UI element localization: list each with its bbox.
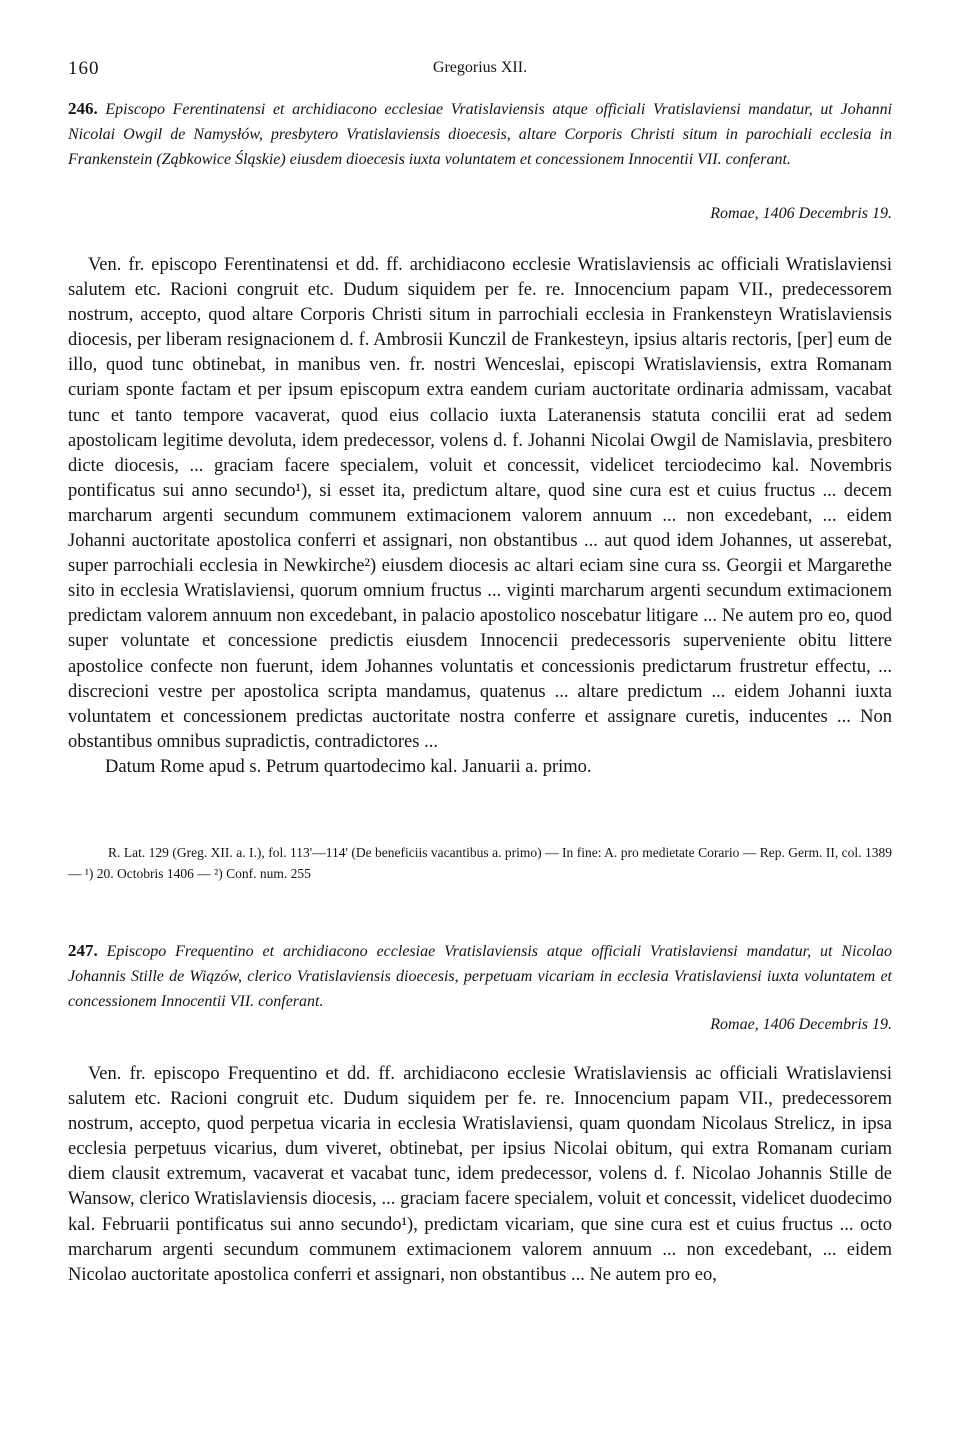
- page-header: [68, 58, 892, 82]
- datum-line: Datum Rome apud s. Petrum quartodecimo kal. Januarii a. primo.: [105, 756, 592, 777]
- document-text-246: [68, 253, 892, 780]
- regest-246: [68, 96, 892, 172]
- regest-date-246: Romae, 1406 Decembris 19.: [710, 205, 892, 222]
- document-number: 246.: [68, 99, 98, 118]
- letter-text: Ven. fr. episcopo Ferentinatensi et dd. ff. archidiacono ecclesie Wratislaviensis ac officiali Wratislaviensi salutem etc. Racioni congruit etc. Dudum siquidem per fe. re. Innocencium papam VII., predecessorem nostrum, accepto, quod altare Corporis Christi situm in parrochiali ecclesia in Frankensteyn Wratislaviensis diocesis, per liberam resignacionem d. f. Ambrosii Kunczil de Frankesteyn, ipsius altaris rectoris, [per] eum de illo, quod tunc obtinebat, in manibus ven. fr. nostri Wenceslai, episcopi Wratislaviensis, extra Romanam curiam sponte factam et per ipsum episcopum extra eandem curiam auctoritate ordinaria admissam, vacabat tunc et tanto tempore vacaverat, quod eius collacio iuxta Lateranensis statuta concilii erat ad sedem apostolicam legitime devoluta, idem predecessor, volens d. f. Johanni Nicolai Owgil de Namislavia, presbitero dicte diocesis, ... graciam facere specialem, voluit et concessit, videlicet terciodecimo kal. Novembris pontificatus sui anno secundo¹), si esset ita, predictum altare, quod sine cura est et cuius fructus ... decem marcharum argenti secundum communem extimacionem valorem annuum ... non excedebant, ... eidem Johanni auctoritate apostolica conferri et assignari, non obstantibus ... aut quod idem Johannes, ut asserebat, super parrochiali ecclesia in Newkirche²) eiusdem diocesis ac altari eciam sine cura ss. Georgii et Margarethe sito in ecclesia Wratislaviensi, quorum omnium fructus ... viginti marcharum argenti secundum extimacionem predictam valorem annuum non excedebant, in palacio apostolico noscebatur litigare ... Ne autem pro eo, quod super voluntate et concessione predictis eiusdem Innocencii predecessoris superveniente obitu littere apostolice confecte non fuerunt, idem Johannes voluntatis et concessionis predictarum frustretur effectu, ... discrecioni vestre per apostolica scripta mandamus, quatenus ... altare predictum ... eidem Johanni iuxta voluntatem et concessionem predictas auctoritate nostra conferre et assignare curetis, inducentes ... Non obstantibus omnibus supradictis, contradictores ...: [68, 255, 892, 752]
- letter-text: Ven. fr. episcopo Frequentino et dd. ff. archidiacono ecclesie Wratislaviensis ac officiali Wratislaviensi salutem etc. Racioni congruit etc. Dudum siquidem per fe. re. Innocencium papam VII., predecessorem nostrum, accepto, quod perpetua vicaria in ecclesia Wratislaviensi, quam quondam Nicolaus Strelicz, in ipsa ecclesia perpetuus vicarius, dum viveret, obtinebat, per ipsius Nicolai obitum, qui extra Romanam curiam diem clausit extremum, vacaverat et vacabat tunc, idem predecessor, volens d. f. Nicolao Johannis Stille de Wansow, clerico Wratislaviensis diocesis, ... graciam facere specialem, voluit et concessit, videlicet duodecimo kal. Februarii pontificatus sui anno secundo¹), predictam vicariam, que sine cura est et cuius fructus ... octo marcharum argenti secundum communem extimacionem valorem annuum ... non excedebant, ... eidem Nicolao auctoritate apostolica conferri et assignari, non obstantibus ... Ne autem pro eo,: [68, 1064, 892, 1285]
- page-number: 160: [68, 58, 100, 79]
- running-title: Gregorius XII.: [432, 59, 528, 76]
- regest-date-247: Romae, 1406 Decembris 19.: [710, 1016, 892, 1033]
- regest-247: [68, 938, 892, 1014]
- regest-text: Episcopo Ferentinatensi et archidiacono ecclesiae Vratislaviensis atque officiali Vratislaviensi mandatur, ut Johanni Nicolai Owgil de Namysłów, presbytero Vratislaviensis dioecesis, altare Corporis Christi situm in parochiali ecclesia in Frankenstein (Ząbkowice Śląskie) eiusdem dioecesis iuxta voluntatem et concessionem Innocentii VII. conferant.: [68, 101, 893, 168]
- document-number: 247.: [68, 941, 98, 960]
- regest-text: Episcopo Frequentino et archidiacono ecclesiae Vratislaviensis atque officiali Vratislaviensi mandatur, ut Nicolao Johannis Stille de Wiązów, clerico Vratislaviensis dioecesis, perpetuam vicariam in ecclesia Vratislaviensi iuxta voluntatem et concessionem Innocentii VII. conferant.: [68, 943, 892, 1010]
- document-text-247: [68, 1062, 892, 1288]
- apparatus-notes-246: R. Lat. 129 (Greg. XII. a. I.), fol. 113'—114' (De beneficiis vacantibus a. primo) — In fine: A. pro medietate Corario — Rep. Germ. II, col. 1389 — ¹) 20. Octobris 1406 — ²) Conf. num. 255: [68, 845, 892, 881]
